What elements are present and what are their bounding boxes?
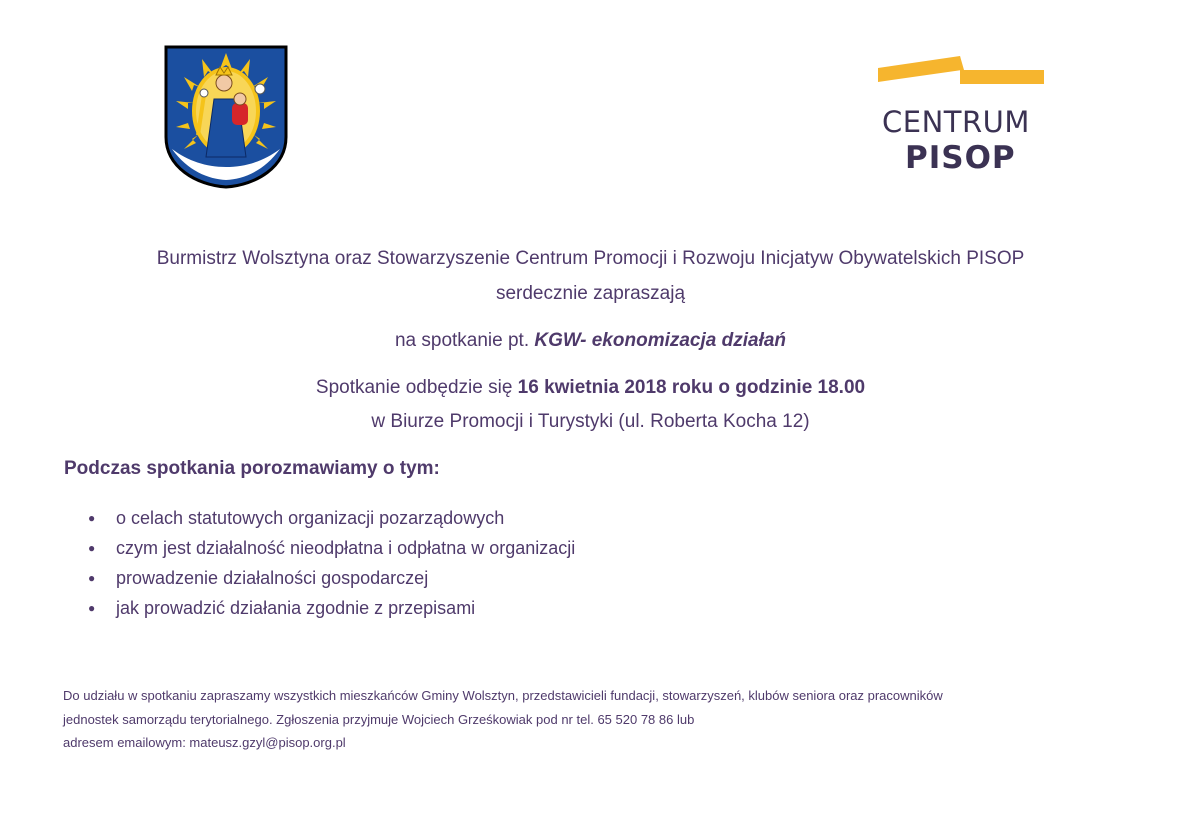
topics-heading: Podczas spotkania porozmawiamy o tym: [64,458,440,479]
pisop-logo-line1: CENTRUM [882,105,1030,139]
centrum-pisop-logo [876,52,1046,177]
bullet-icon: ● [88,511,96,525]
topic-text: czym jest działalność nieodpłatna i odpłatna w organizacji [116,538,576,558]
footer-line1: Do udziału w spotkaniu zapraszamy wszystkich mieszkańców Gminy Wolsztyn, przedstawicieli fundacji, stowarzyszeń, klubów seniora oraz pracowników [63,688,943,703]
bullet-icon: ● [88,541,96,555]
meeting-prefix: na spotkanie pt. [394,330,535,351]
bullet-icon: ● [88,571,96,585]
meeting-title: KGW- ekonomizacja działań [534,330,787,351]
place-line: w Biurze Promocji i Turystyki (ul. Roberta Kocha 12) [371,411,810,432]
invitation-line1: Burmistrz Wolsztyna oraz Stowarzyszenie Centrum Promocji i Rozwoju Inicjatyw Obywatelskich PISOP [156,248,1025,269]
pisop-logo-bar-icon [876,52,1046,92]
pisop-logo-line2: PISOP [905,140,1016,176]
list-item [88,536,575,566]
topic-text: o celach statutowych organizacji pozarządowych [116,508,505,528]
date-prefix: Spotkanie odbędzie się [315,377,518,398]
topic-text: jak prowadzić działania zgodnie z przepisami [116,598,476,618]
date-line [0,377,1181,399]
invitation-line2: serdecznie zapraszają [495,283,686,304]
wolsztyn-coat-of-arms-icon [164,45,288,189]
topics-list [88,506,575,626]
bullet-icon: ● [88,601,96,615]
list-item [88,566,575,596]
topic-text: prowadzenie działalności gospodarczej [116,568,429,588]
meeting-line [0,330,1181,352]
footer-line2: jednostek samorządu terytorialnego. Zgłoszenia przyjmuje Wojciech Grześkowiak pod nr tel. 65 520 78 86 lub [63,711,695,727]
footer-note [63,684,1133,755]
footer-line3: adresem emailowym: mateusz.gzyl@pisop.org.pl [63,735,346,750]
list-item [88,506,575,536]
list-item [88,596,575,626]
date-value: 16 kwietnia 2018 roku o godzinie 18.00 [517,377,866,398]
